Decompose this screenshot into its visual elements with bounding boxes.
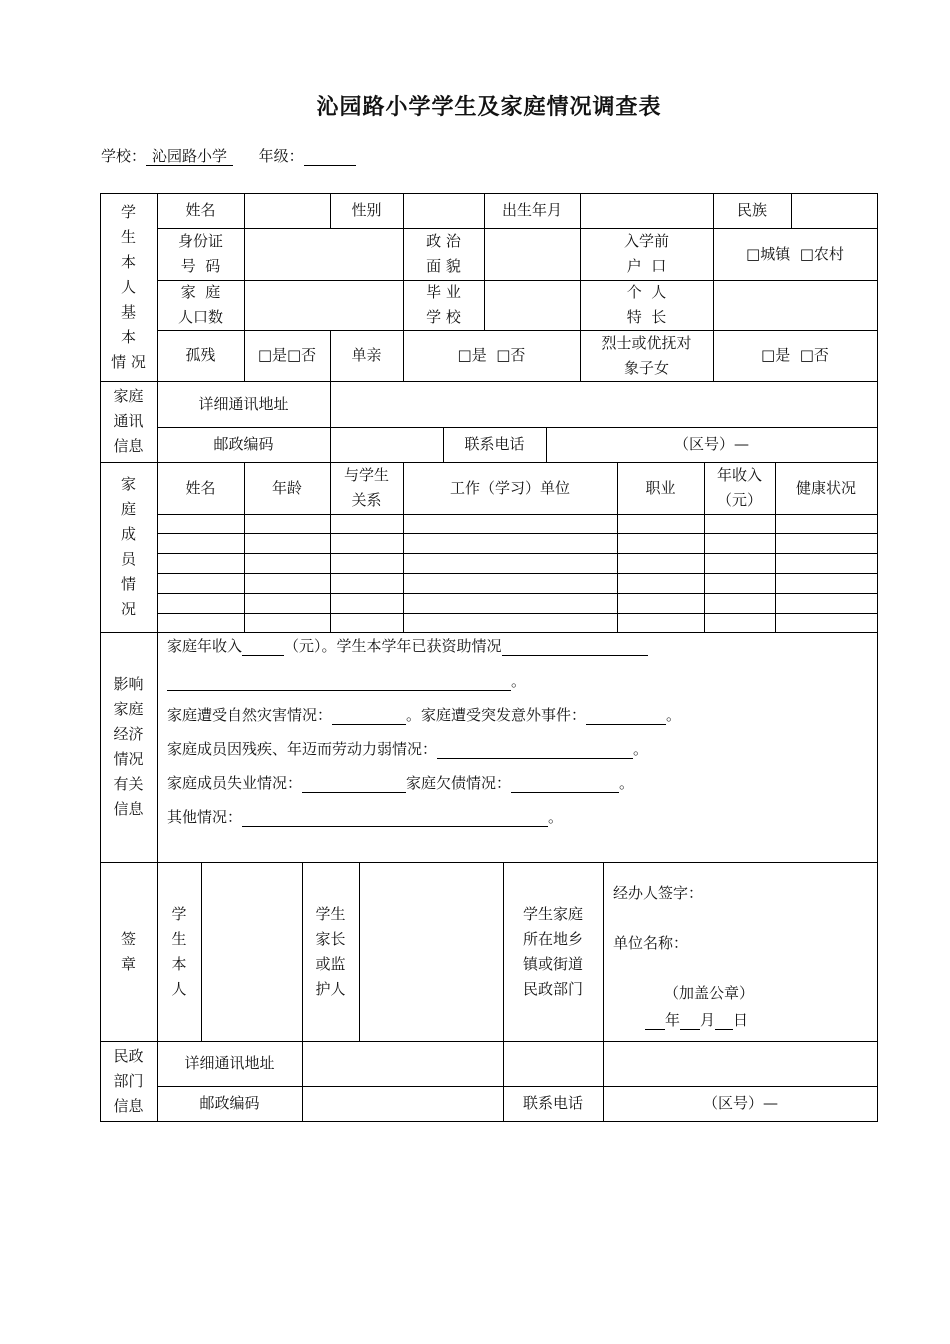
martyr-checkbox[interactable]: □是 □否 <box>761 346 829 364</box>
civil-phone-field[interactable]: （区号）— <box>702 1094 778 1112</box>
political-label: 政 治 面 貌 <box>426 232 461 275</box>
family-size-field[interactable] <box>245 280 403 330</box>
economy-line-4: 家庭成员因残疾、年迈而劳动力弱情况： 。 <box>167 740 649 758</box>
grade-label: 年级： <box>258 147 304 165</box>
name-field[interactable] <box>245 193 330 228</box>
civil-dept-label: 学生家庭 所在地乡 镇或街道 民政部门 <box>522 904 583 998</box>
name-label: 姓名 <box>185 201 216 219</box>
phone-label: 联系电话 <box>464 435 525 453</box>
address-field[interactable] <box>331 381 877 427</box>
hukou-checkboxes[interactable]: □城镇 □农村 <box>746 244 844 263</box>
family-size-label: 家 庭 人口数 <box>177 283 223 326</box>
disaster-field[interactable] <box>332 707 406 725</box>
birth-label: 出生年月 <box>501 201 562 219</box>
grade-field[interactable] <box>304 148 356 166</box>
survey-table <box>100 193 878 1122</box>
form-title: 沁园路小学学生及家庭情况调查表 <box>316 94 662 120</box>
gender-label: 性别 <box>351 201 382 219</box>
civil-address-field[interactable] <box>303 1041 877 1086</box>
guardian-sign-field[interactable] <box>360 862 503 1041</box>
economy-line-5: 家庭成员失业情况： 家庭欠债情况： 。 <box>167 774 635 792</box>
col-health: 健康状况 <box>795 478 856 497</box>
grad-school-label: 毕 业 学 校 <box>426 283 461 326</box>
col-relation: 与学生 关系 <box>343 466 389 509</box>
orphan-checkbox[interactable]: □是□否 <box>257 346 317 364</box>
civil-address-label: 详细通讯地址 <box>184 1054 275 1072</box>
aid-field-cont[interactable] <box>167 673 511 691</box>
civil-phone-label: 联系电话 <box>522 1094 583 1112</box>
economy-line-1: 家庭年收入 （元）。学生本学年已获资助情况 <box>167 636 648 656</box>
specialty-label: 个 人 特 长 <box>626 283 667 326</box>
school-value[interactable]: 沁园路小学 <box>146 147 233 166</box>
signer-label[interactable]: 经办人签字： <box>613 883 704 902</box>
single-parent-checkbox[interactable]: □是 □否 <box>457 346 526 364</box>
id-card-field[interactable] <box>245 228 403 280</box>
col-occupation: 职业 <box>645 478 676 497</box>
martyr-label: 烈士或优抚对 象子女 <box>601 333 692 377</box>
unemployment-field[interactable] <box>302 775 406 793</box>
section-signature-label: 签 章 <box>120 929 136 973</box>
economy-line-6: 其他情况： 。 <box>167 808 564 826</box>
civil-postcode-label: 邮政编码 <box>199 1094 260 1112</box>
address-label: 详细通讯地址 <box>198 394 289 413</box>
form-header <box>101 145 356 166</box>
ethnicity-field[interactable] <box>792 193 877 228</box>
birth-field[interactable] <box>581 193 713 228</box>
ethnicity-label: 民族 <box>736 201 767 219</box>
economy-line-2: 。 <box>167 671 526 691</box>
specialty-field[interactable] <box>714 280 877 330</box>
school-label: 学校： <box>101 147 147 165</box>
postcode-label: 邮政编码 <box>213 435 274 453</box>
section-family-label: 家 庭 成 员 情 况 <box>120 475 136 618</box>
col-workplace: 工作（学习）单位 <box>449 478 570 497</box>
col-income: 年收入 （元） <box>716 466 762 509</box>
gender-field[interactable] <box>404 193 484 228</box>
col-age: 年龄 <box>271 478 302 497</box>
debt-field[interactable] <box>511 775 619 793</box>
orphan-label: 孤残 <box>185 346 216 364</box>
postcode-field[interactable] <box>331 427 443 462</box>
col-name: 姓名 <box>185 478 216 497</box>
aid-field[interactable] <box>502 638 648 656</box>
section-student-label: 学 生 本 人 基 本 情 况 <box>111 202 146 371</box>
unit-name-label[interactable]: 单位名称： <box>613 933 689 952</box>
student-sign-field[interactable] <box>202 862 302 1041</box>
economy-line-3: 家庭遭受自然灾害情况： 。家庭遭受突发意外事件： 。 <box>167 706 682 724</box>
section-civil-info-label: 民政 部门 信息 <box>113 1046 144 1115</box>
date-line[interactable]: 年 月 日 <box>645 1010 748 1030</box>
guardian-sign-label: 学生 家长 或监 护人 <box>315 904 346 998</box>
accident-field[interactable] <box>586 707 666 725</box>
civil-postcode-field[interactable] <box>303 1086 503 1121</box>
id-card-label: 身份证 号 码 <box>177 232 223 275</box>
student-sign-label: 学 生 本 人 <box>171 904 187 998</box>
disability-field[interactable] <box>437 741 633 759</box>
political-field[interactable] <box>485 228 580 280</box>
section-economy-label: 影响 家庭 经济 情况 有关 信息 <box>113 675 144 818</box>
hukou-label: 入学前 户 口 <box>623 232 669 275</box>
phone-field[interactable]: （区号）— <box>673 435 749 453</box>
section-contact-label: 家庭 通讯 信息 <box>113 387 144 455</box>
other-field[interactable] <box>242 809 548 827</box>
grad-school-field[interactable] <box>485 280 580 330</box>
single-parent-label: 单亲 <box>351 346 382 364</box>
annual-income-field[interactable] <box>242 638 284 656</box>
seal-label: （加盖公章） <box>663 983 754 1002</box>
